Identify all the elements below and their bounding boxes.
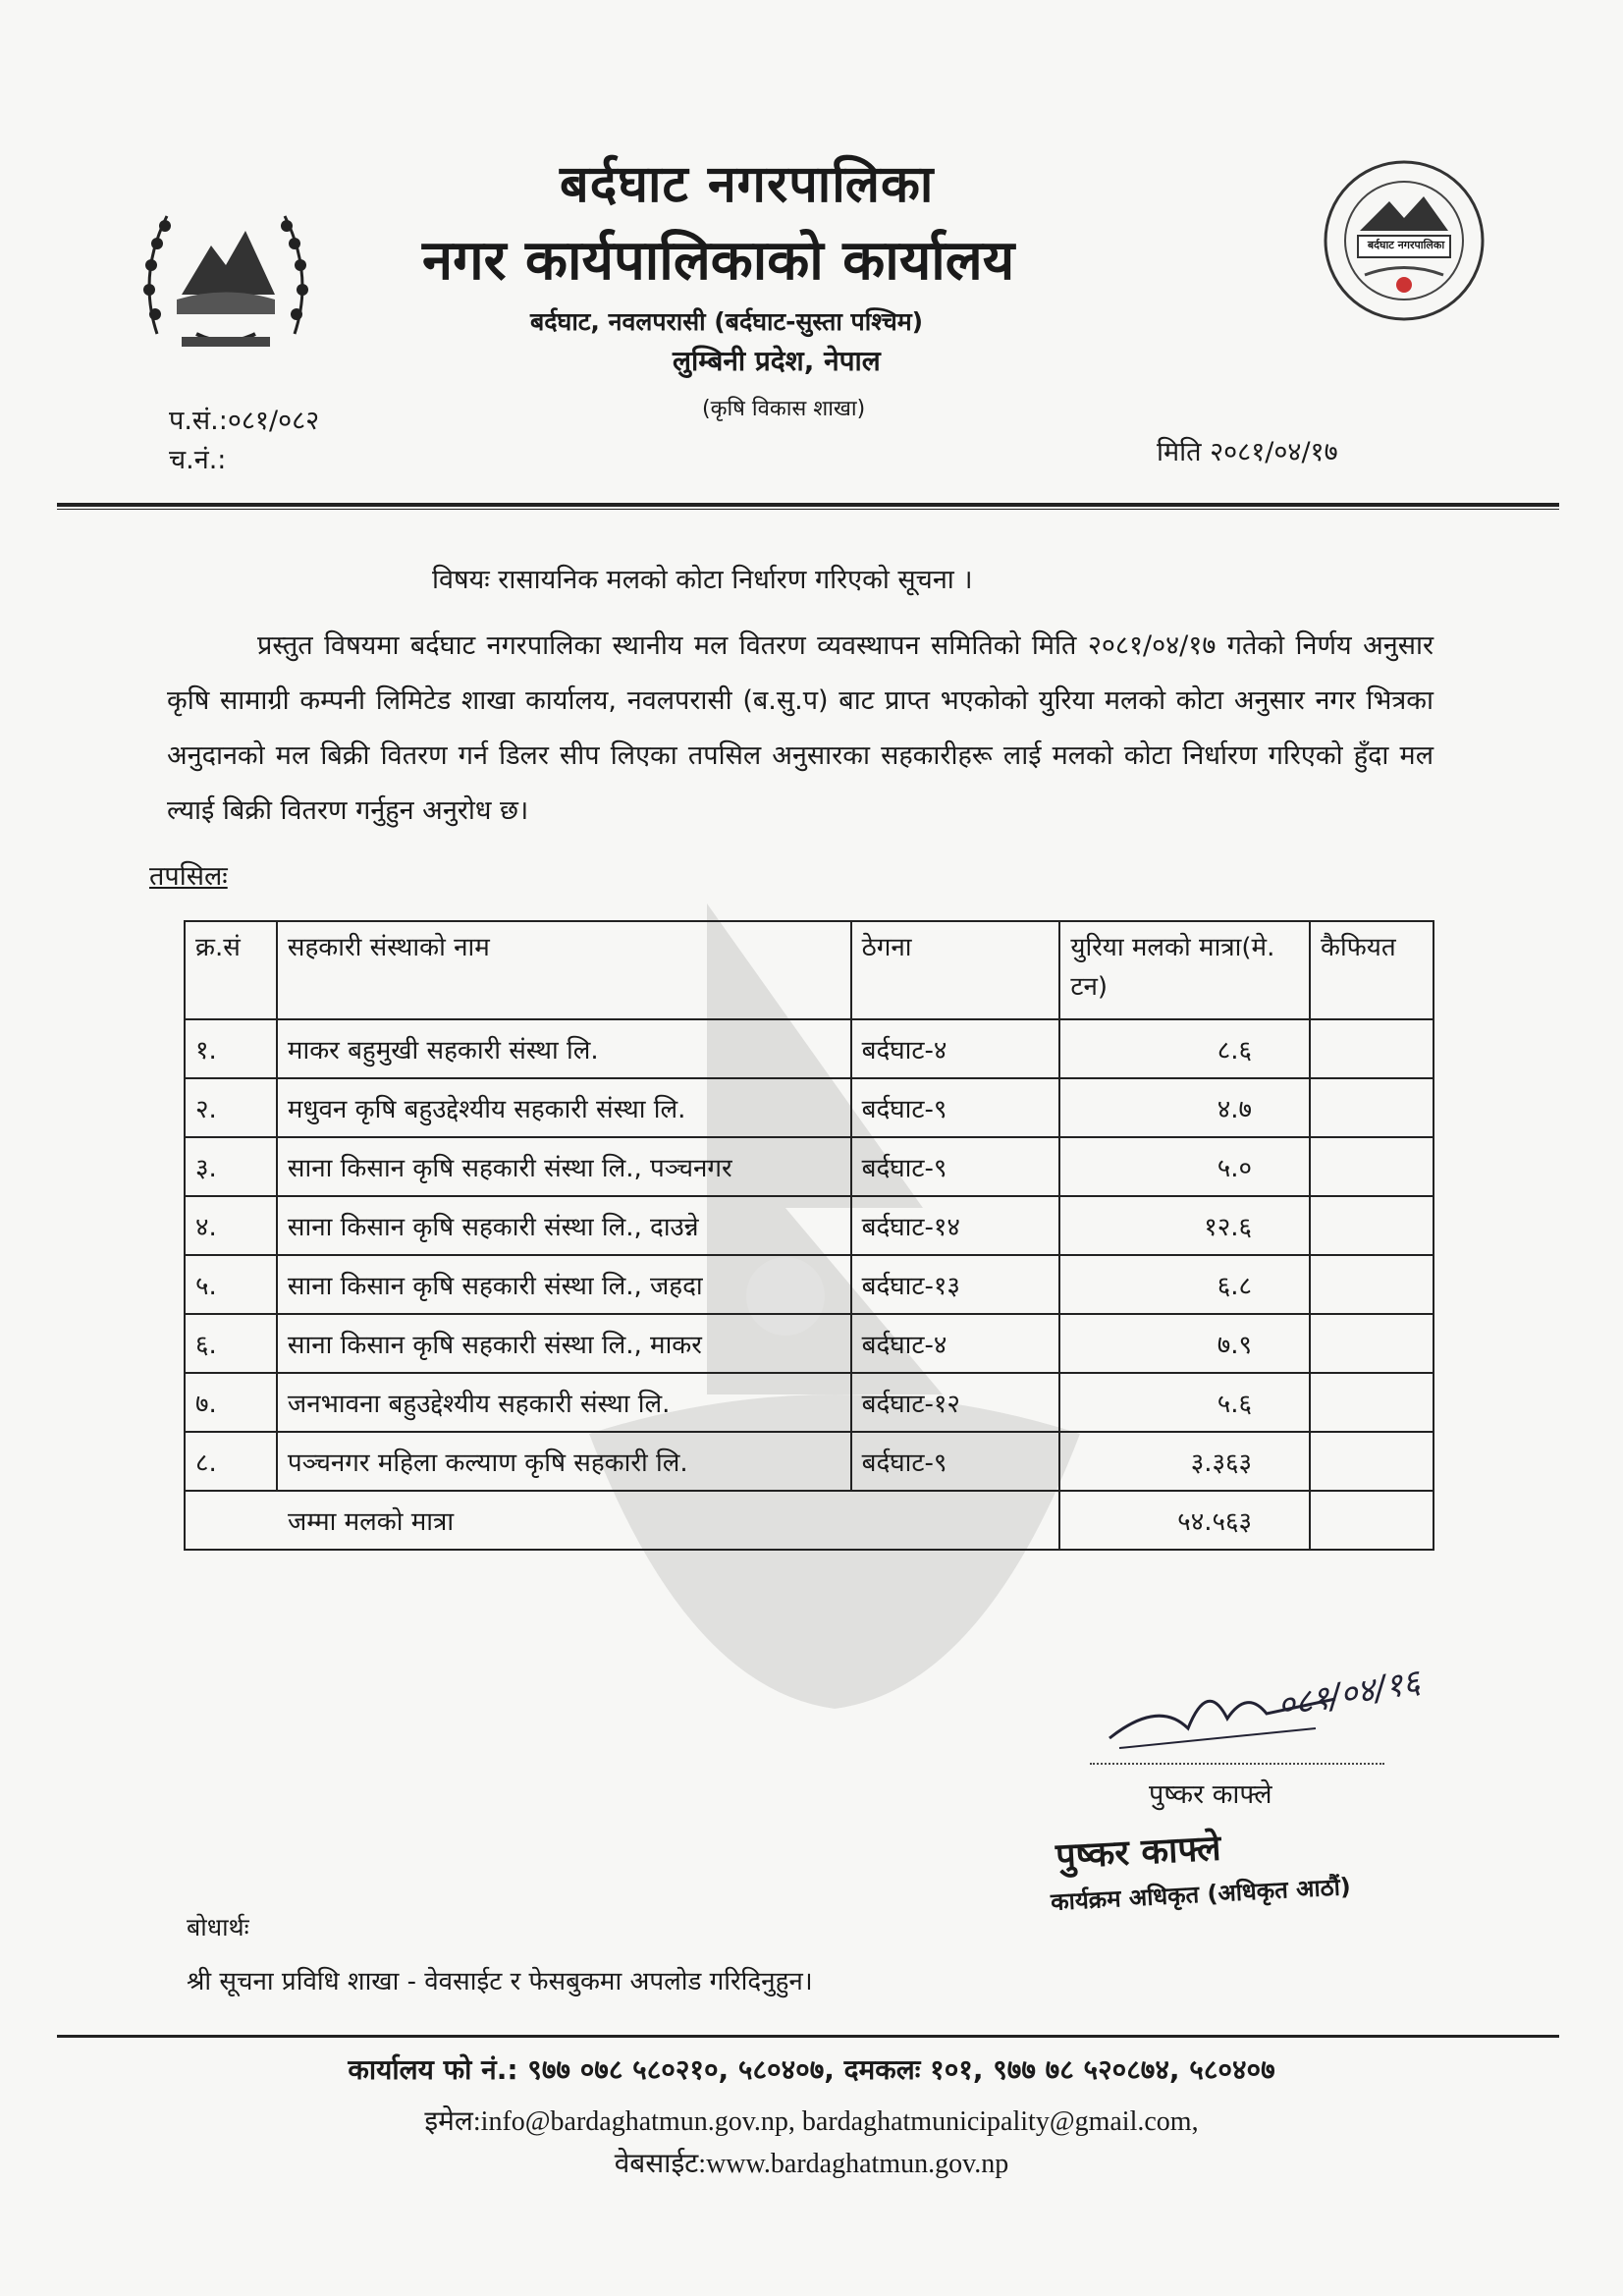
seal-label: बर्दघाट नगरपालिका <box>1367 239 1445 251</box>
branch-line: (कृषि विकास शाखा) <box>702 397 866 421</box>
col-header-name: सहकारी संस्थाको नाम <box>277 921 851 1019</box>
stamp-title: कार्यक्रम अधिकृत (अधिकृत आठौं) <box>1050 1873 1352 1916</box>
cell-serial: ३. <box>185 1137 277 1196</box>
col-header-serial: क्र.सं <box>185 921 277 1019</box>
municipality-seal-icon <box>1321 157 1488 324</box>
table-total-row <box>185 1491 1434 1550</box>
cell-quantity: ५.६ <box>1059 1373 1310 1432</box>
cell-serial: ७. <box>185 1373 277 1432</box>
table-row <box>185 1019 1434 1078</box>
table-row <box>185 1314 1434 1373</box>
stamp-name: पुष्कर काफ्ले <box>1055 1828 1222 1878</box>
cell-address: बर्दघाट-१२ <box>851 1373 1060 1432</box>
total-remarks <box>1310 1491 1434 1550</box>
cell-address: बर्दघाट-१४ <box>851 1196 1060 1255</box>
cell-serial: ६. <box>185 1314 277 1373</box>
header-divider <box>57 503 1559 507</box>
cell-address: बर्दघाट-९ <box>851 1078 1060 1137</box>
cell-remarks <box>1310 1432 1434 1491</box>
signatory-line <box>1090 1763 1384 1765</box>
cell-serial: २. <box>185 1078 277 1137</box>
table-row <box>185 1196 1434 1255</box>
total-value: ५४.५६३ <box>1059 1491 1310 1550</box>
table-row <box>185 1137 1434 1196</box>
cell-serial: ८. <box>185 1432 277 1491</box>
cc-line: श्री सूचना प्रविधि शाखा - वेवसाईट र फेसबुकमा अपलोड गरिदिनुहुन। <box>187 1967 813 1996</box>
cell-remarks <box>1310 1314 1434 1373</box>
cell-quantity: ४.७ <box>1059 1078 1310 1137</box>
footer-email: इमेल:info@bardaghatmun.gov.np, bardaghatmunicipality@gmail.com, <box>424 2106 1199 2137</box>
cell-remarks <box>1310 1255 1434 1314</box>
cell-name: साना किसान कृषि सहकारी संस्था लि., माकर <box>277 1314 851 1373</box>
cell-name: साना किसान कृषि सहकारी संस्था लि., पञ्चनगर <box>277 1137 851 1196</box>
cell-serial: ५. <box>185 1255 277 1314</box>
cell-quantity: ७.९ <box>1059 1314 1310 1373</box>
col-header-quantity: युरिया मलको मात्रा(मे. टन) <box>1059 921 1310 1019</box>
cell-serial: ४. <box>185 1196 277 1255</box>
signature-date: ०८१/०४/१६ <box>1273 1662 1424 1726</box>
cell-address: बर्दघाट-१३ <box>851 1255 1060 1314</box>
cell-quantity: ५.० <box>1059 1137 1310 1196</box>
municipality-name: बर्दघाट नगरपालिका <box>560 155 935 214</box>
table-row <box>185 1432 1434 1491</box>
fertilizer-quota-table <box>184 920 1434 1551</box>
cell-name: पञ्चनगर महिला कल्याण कृषि सहकारी लि. <box>277 1432 851 1491</box>
reference-number: प.सं.:०८१/०८२ <box>169 406 320 436</box>
nepal-emblem-icon <box>128 177 324 363</box>
table-header-row <box>185 921 1434 1019</box>
address-line: बर्दघाट, नवलपरासी (बर्दघाट-सुस्ता पश्चिम) <box>530 307 924 336</box>
cell-name: जनभावना बहुउद्देश्यीय सहकारी संस्था लि. <box>277 1373 851 1432</box>
cell-address: बर्दघाट-४ <box>851 1019 1060 1078</box>
letter-date: मिति २०८१/०४/१७ <box>1157 437 1338 467</box>
col-header-address: ठेगना <box>851 921 1060 1019</box>
cc-label: बोधार्थः <box>187 1913 249 1941</box>
cell-address: बर्दघाट-९ <box>851 1432 1060 1491</box>
header-divider-thin <box>57 509 1559 510</box>
cell-remarks <box>1310 1137 1434 1196</box>
cell-remarks <box>1310 1019 1434 1078</box>
cell-name: साना किसान कृषि सहकारी संस्था लि., दाउन्ने <box>277 1196 851 1255</box>
cell-remarks <box>1310 1196 1434 1255</box>
subject-line: विषयः रासायनिक मलको कोटा निर्धारण गरिएको सूचना । <box>432 565 973 595</box>
province-line: लुम्बिनी प्रदेश, नेपाल <box>673 345 881 377</box>
cell-name: साना किसान कृषि सहकारी संस्था लि., जहदा <box>277 1255 851 1314</box>
cell-quantity: ३.३६३ <box>1059 1432 1310 1491</box>
dispatch-number: च.नं.: <box>169 445 227 475</box>
cell-address: बर्दघाट-४ <box>851 1314 1060 1373</box>
table-row <box>185 1078 1434 1137</box>
col-header-remarks: कैफियत <box>1310 921 1434 1019</box>
table-row <box>185 1255 1434 1314</box>
footer-website: वेबसाईट:www.bardaghatmun.gov.np <box>614 2149 1009 2179</box>
footer-divider <box>57 2035 1559 2038</box>
cell-quantity: ६.८ <box>1059 1255 1310 1314</box>
cell-remarks <box>1310 1078 1434 1137</box>
body-paragraph: प्रस्तुत विषयमा बर्दघाट नगरपालिका स्थानीय मल वितरण व्यवस्थापन समितिको मिति २०८१/०४/१७ गतेको निर्णय अनुसार कृषि सामाग्री कम्पनी लिमिटेड शाखा कार्यालय, नवलपरासी (ब.सु.प) बाट प्राप्त भएकोको युरिया मलको कोटा अनुसार नगर भित्रका अनुदानको मल बिक्री वितरण गर्न डिलर सीप लिएका तपसिल अनुसारका सहकारीहरू लाई मलको कोटा निर्धारण गरिएको हुँदा मल ल्याई बिक्री वितरण गर्नुहुन अनुरोध छ। <box>167 630 1434 826</box>
cell-name: मधुवन कृषि बहुउद्देश्यीय सहकारी संस्था लि. <box>277 1078 851 1137</box>
cell-quantity: ८.६ <box>1059 1019 1310 1078</box>
details-label: तपसिलः <box>149 861 228 892</box>
total-label: जम्मा मलको मात्रा <box>185 1491 1059 1550</box>
table-row <box>185 1373 1434 1432</box>
office-name: नगर कार्यपालिकाको कार्यालय <box>422 229 1015 293</box>
footer-phone: कार्यालय फो नं.: ९७७ ०७८ ५८०२१०, ५८०४०७, दमकलः १०१, ९७७ ७८ ५२०८७४, ५८०४०७ <box>348 2053 1275 2086</box>
cell-remarks <box>1310 1373 1434 1432</box>
cell-quantity: १२.६ <box>1059 1196 1310 1255</box>
cell-serial: १. <box>185 1019 277 1078</box>
signatory-name: पुष्कर काफ्ले <box>1149 1779 1272 1810</box>
cell-name: माकर बहुमुखी सहकारी संस्था लि. <box>277 1019 851 1078</box>
cell-address: बर्दघाट-९ <box>851 1137 1060 1196</box>
